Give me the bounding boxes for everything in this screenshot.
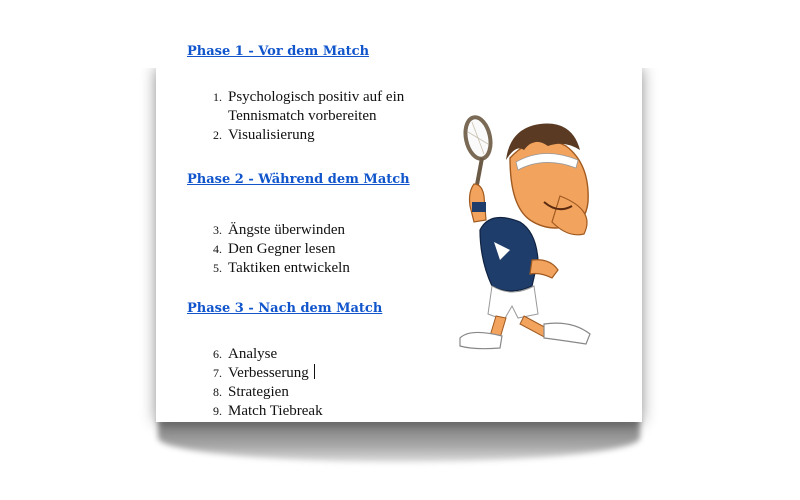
list-item (200, 88, 428, 126)
list-item (200, 364, 428, 383)
phase-2-heading-link[interactable]: Phase 2 - Während dem Match (187, 172, 410, 187)
item-text[interactable] (228, 364, 428, 383)
phase-1-heading-link[interactable]: Phase 1 - Vor dem Match (187, 44, 370, 59)
item-number: 9. (213, 404, 222, 418)
text-cursor (314, 364, 315, 379)
tennis-player-caricature-icon (440, 110, 620, 360)
list-item (200, 259, 428, 278)
list-item (200, 221, 428, 240)
racket-icon (462, 115, 494, 190)
phase-2-list (200, 221, 428, 278)
item-text: Analyse (228, 346, 278, 362)
list-item (200, 240, 428, 259)
item-text: Psychologisch positiv auf ein Tennismatch vorbereiten (228, 89, 405, 124)
item-number: 5. (213, 261, 222, 275)
item-text: Strategien (228, 384, 289, 400)
item-number: 8. (213, 385, 222, 399)
item-number: 6. (213, 347, 222, 361)
item-text-value: Verbesserung (228, 365, 309, 381)
item-number: 4. (213, 242, 222, 256)
page-top-area (0, 0, 800, 68)
item-text: Taktiken entwickeln (228, 260, 350, 276)
item-text: Den Gegner lesen (228, 241, 336, 257)
item-number: 2. (213, 128, 222, 142)
item-text: Match Tiebreak (228, 403, 323, 419)
page-curl-shadow (158, 418, 640, 462)
list-item (200, 402, 428, 421)
item-number: 1. (213, 90, 222, 104)
item-number: 7. (213, 366, 222, 380)
item-number: 3. (213, 223, 222, 237)
phase-3-heading-link[interactable]: Phase 3 - Nach dem Match (187, 301, 383, 316)
item-text: Visualisierung (228, 127, 315, 143)
list-item (200, 126, 428, 145)
phase-1-list (200, 88, 428, 145)
phase-3-list (200, 345, 428, 421)
item-text: Ängste überwinden (228, 222, 346, 238)
list-item (200, 345, 428, 364)
list-item (200, 383, 428, 402)
